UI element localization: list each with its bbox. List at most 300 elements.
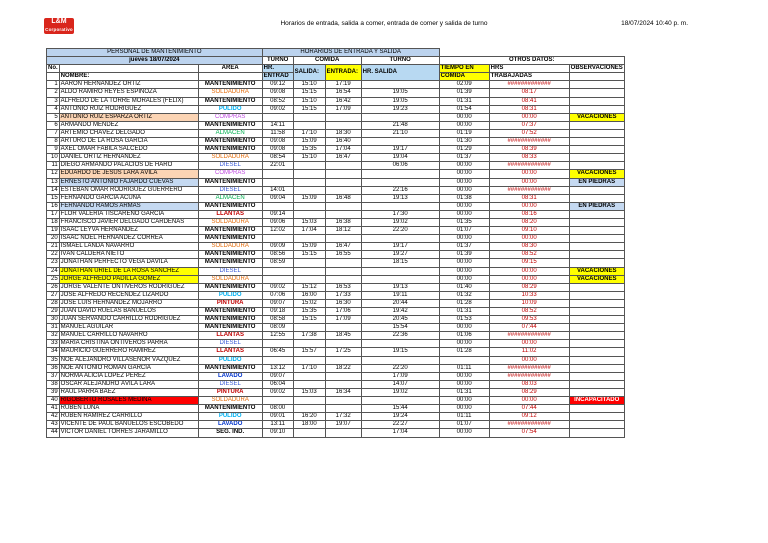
header-col-hr-salida: HR. SALIDA — [361, 65, 439, 81]
cell-horas-trabajadas: ############# — [489, 186, 569, 194]
cell-area: MANTENIMIENTO — [198, 178, 262, 186]
cell-hora-salida — [361, 235, 439, 243]
cell-entrada: 09:12 — [262, 81, 293, 89]
cell-area: LAVADO — [198, 372, 262, 380]
cell-no: 27 — [47, 291, 60, 299]
cell-tiempo-comida: 01:39 — [439, 89, 489, 97]
table-row — [47, 243, 628, 251]
cell-name: FRANCISCO JAVIER DELGADO CARDENAS — [59, 218, 198, 226]
cell-salida-comida — [293, 259, 325, 267]
cell-entrada: 09:08 — [262, 138, 293, 146]
cell-salida-comida — [293, 162, 325, 170]
cell-area: PULIDO — [198, 413, 262, 421]
header-col-hrs-1: HRS — [489, 65, 569, 73]
cell-salida-comida: 15:15 — [293, 105, 325, 113]
cell-no: 4 — [47, 105, 60, 113]
cell-salida-comida: 15:02 — [293, 299, 325, 307]
table-row — [47, 235, 628, 243]
cell-salida-comida: 15:03 — [293, 218, 325, 226]
cell-spacer — [624, 81, 627, 89]
cell-hora-salida: 21:48 — [361, 121, 439, 129]
cell-entrada-comida: 16:55 — [325, 251, 361, 259]
cell-entrada: 08:09 — [262, 324, 293, 332]
cell-horas-trabajadas: 08:39 — [489, 146, 569, 154]
cell-area: COMPRAS — [198, 170, 262, 178]
cell-hora-salida: 18:15 — [361, 259, 439, 267]
cell-entrada-comida — [325, 267, 361, 275]
cell-name: JORGE VALENTE ONTIVEROS RODRÍGUEZ — [59, 283, 198, 291]
table-row — [47, 291, 628, 299]
cell-horas-trabajadas: 08:33 — [489, 154, 569, 162]
cell-area: MANTENIMIENTO — [198, 202, 262, 210]
cell-area: SOLDADURA — [198, 218, 262, 226]
cell-no: 28 — [47, 299, 60, 307]
cell-entrada: 09:04 — [262, 194, 293, 202]
cell-entrada — [262, 340, 293, 348]
cell-name: JORGE ALFREDO PADILLA GÓMEZ — [59, 275, 198, 283]
cell-tiempo-comida: 01:38 — [439, 194, 489, 202]
cell-observaciones — [569, 162, 624, 170]
cell-entrada-comida: 16:54 — [325, 89, 361, 97]
cell-area: COMPRAS — [198, 113, 262, 121]
cell-area: ALMACÉN — [198, 129, 262, 137]
cell-observaciones — [569, 154, 624, 162]
cell-entrada-comida: 16:40 — [325, 138, 361, 146]
cell-entrada-comida: 16:47 — [325, 154, 361, 162]
cell-entrada: 06:45 — [262, 348, 293, 356]
cell-horas-trabajadas: 00:00 — [489, 113, 569, 121]
cell-name: NOÉ ALEJANDRO VILLASEÑOR VÁZQUEZ — [59, 356, 198, 364]
cell-area: MANTENIMIENTO — [198, 251, 262, 259]
header-col-no: No. — [48, 65, 58, 72]
cell-observaciones — [569, 218, 624, 226]
cell-name: IVÁN CALDERA NIETO — [59, 251, 198, 259]
cell-salida-comida — [293, 324, 325, 332]
cell-salida-comida: 18:00 — [293, 421, 325, 429]
cell-horas-trabajadas: 00:00 — [489, 178, 569, 186]
cell-observaciones — [569, 210, 624, 218]
cell-hora-salida: 19:05 — [361, 97, 439, 105]
cell-hora-salida: 14:07 — [361, 380, 439, 388]
schedule-sheet — [46, 48, 628, 438]
cell-tiempo-comida: 01:11 — [439, 413, 489, 421]
cell-spacer — [624, 324, 627, 332]
cell-observaciones — [569, 324, 624, 332]
cell-area: DIÉSEL — [198, 340, 262, 348]
cell-no: 30 — [47, 316, 60, 324]
cell-no: 5 — [47, 113, 60, 121]
cell-tiempo-comida: 01:07 — [439, 421, 489, 429]
cell-name: JOSÉ LUIS HERNÁNDEZ MOJARRO — [59, 299, 198, 307]
cell-tiempo-comida: 01:07 — [439, 227, 489, 235]
cell-horas-trabajadas: ############# — [489, 372, 569, 380]
cell-tiempo-comida: 01:37 — [439, 243, 489, 251]
cell-entrada: 08:59 — [262, 259, 293, 267]
cell-horas-trabajadas: 00:00 — [489, 170, 569, 178]
cell-no: 2 — [47, 89, 60, 97]
cell-entrada: 08:52 — [262, 97, 293, 105]
cell-salida-comida — [293, 235, 325, 243]
cell-horas-trabajadas: 07:44 — [489, 324, 569, 332]
table-row — [47, 81, 628, 89]
cell-no: 31 — [47, 324, 60, 332]
table-row — [47, 397, 628, 405]
header-spacer — [439, 49, 624, 57]
cell-name: FERNANDO RAMOS ARMAS — [59, 202, 198, 210]
cell-spacer — [624, 291, 627, 299]
cell-no: 3 — [47, 97, 60, 105]
cell-salida-comida: 15:09 — [293, 194, 325, 202]
cell-observaciones — [569, 388, 624, 396]
cell-name: AARÓN HERNANDEZ ORTIZ — [59, 81, 198, 89]
cell-spacer — [624, 97, 627, 105]
cell-hora-salida: 22:27 — [361, 421, 439, 429]
cell-area: PINTURA — [198, 388, 262, 396]
cell-hora-salida: 17:04 — [361, 429, 439, 437]
cell-entrada-comida — [325, 162, 361, 170]
cell-entrada: 09:02 — [262, 105, 293, 113]
cell-hora-salida: 15:44 — [361, 405, 439, 413]
cell-observaciones — [569, 413, 624, 421]
cell-hora-salida — [361, 138, 439, 146]
cell-tiempo-comida: 00:00 — [439, 429, 489, 437]
cell-no: 26 — [47, 283, 60, 291]
cell-salida-comida: 15:35 — [293, 146, 325, 154]
table-row — [47, 340, 628, 348]
table-row — [47, 356, 628, 364]
header-turno-2: TURNO — [361, 57, 439, 65]
cell-observaciones — [569, 97, 624, 105]
cell-spacer — [624, 138, 627, 146]
cell-no: 20 — [47, 235, 60, 243]
cell-no: 33 — [47, 340, 60, 348]
cell-entrada — [262, 113, 293, 121]
table-row — [47, 388, 628, 396]
table-row — [47, 146, 628, 154]
cell-entrada: 08:00 — [262, 405, 293, 413]
cell-entrada-comida — [325, 210, 361, 218]
cell-name: EDUARDO DE JESÚS LARA ÁVILA — [59, 170, 198, 178]
cell-entrada-comida — [325, 340, 361, 348]
cell-salida-comida: 15:57 — [293, 348, 325, 356]
cell-horas-trabajadas: 08:20 — [489, 218, 569, 226]
cell-observaciones — [569, 138, 624, 146]
cell-spacer — [624, 275, 627, 283]
cell-no: 9 — [47, 146, 60, 154]
cell-horas-trabajadas: 08:16 — [489, 210, 569, 218]
cell-salida-comida — [293, 113, 325, 121]
cell-entrada-comida: 16:34 — [325, 388, 361, 396]
cell-entrada: 22:01 — [262, 162, 293, 170]
cell-tiempo-comida: 00:00 — [439, 259, 489, 267]
cell-name: ARMANDO MÉNDEZ — [59, 121, 198, 129]
cell-horas-trabajadas: ############# — [489, 332, 569, 340]
cell-horas-trabajadas: ############# — [489, 81, 569, 89]
header-col-hr-entrad-1: HR. — [262, 65, 293, 73]
cell-salida-comida: 15:15 — [293, 316, 325, 324]
cell-no: 6 — [47, 121, 60, 129]
cell-no: 19 — [47, 227, 60, 235]
cell-area: PINTURA — [198, 299, 262, 307]
cell-entrada — [262, 275, 293, 283]
cell-spacer — [624, 235, 627, 243]
cell-observaciones — [569, 89, 624, 97]
cell-spacer — [624, 388, 627, 396]
cell-entrada: 09:10 — [262, 429, 293, 437]
cell-hora-salida — [361, 397, 439, 405]
cell-hora-salida: 19:27 — [361, 251, 439, 259]
cell-name: JONATHAN URIEL DE LA ROSA SÁNCHEZ — [59, 267, 198, 275]
cell-horas-trabajadas: ############# — [489, 162, 569, 170]
table-row — [47, 405, 628, 413]
cell-tiempo-comida: 00:00 — [439, 405, 489, 413]
cell-horas-trabajadas: 10:33 — [489, 291, 569, 299]
cell-no: 38 — [47, 380, 60, 388]
cell-area: LAVADO — [198, 421, 262, 429]
table-row — [47, 202, 628, 210]
cell-salida-comida: 15:12 — [293, 283, 325, 291]
cell-spacer — [624, 356, 627, 364]
cell-salida-comida: 15:10 — [293, 81, 325, 89]
cell-tiempo-comida: 00:00 — [439, 324, 489, 332]
cell-area: SOLDADURA — [198, 275, 262, 283]
cell-horas-trabajadas: 08:29 — [489, 388, 569, 396]
cell-spacer — [624, 364, 627, 372]
cell-no: 44 — [47, 429, 60, 437]
table-row — [47, 324, 628, 332]
cell-no: 12 — [47, 170, 60, 178]
cell-entrada-comida: 17:33 — [325, 291, 361, 299]
cell-entrada: 12:55 — [262, 332, 293, 340]
cell-no: 36 — [47, 364, 60, 372]
cell-name: ISAAC LEYVA HERNÁNDEZ — [59, 227, 198, 235]
cell-salida-comida: 15:15 — [293, 251, 325, 259]
cell-entrada: 08:56 — [262, 251, 293, 259]
cell-salida-comida: 16:00 — [293, 291, 325, 299]
cell-entrada-comida: 16:48 — [325, 194, 361, 202]
cell-name: RUBÉN RAMÍREZ CARRILLO — [59, 413, 198, 421]
cell-tiempo-comida: 01:54 — [439, 105, 489, 113]
cell-entrada-comida — [325, 170, 361, 178]
cell-observaciones — [569, 146, 624, 154]
cell-hora-salida — [361, 81, 439, 89]
cell-horas-trabajadas: 07:54 — [489, 429, 569, 437]
cell-spacer — [624, 267, 627, 275]
cell-hora-salida — [361, 113, 439, 121]
cell-name: JONATHAN PERFECTO VEGA DÁVILA — [59, 259, 198, 267]
table-row — [47, 186, 628, 194]
logo-line-2: Corporativo — [45, 27, 73, 32]
cell-entrada: 14:01 — [262, 186, 293, 194]
cell-name: ESTEBAN OMAR RODRÍGUEZ GUERRERO — [59, 186, 198, 194]
table-row — [47, 364, 628, 372]
cell-tiempo-comida: 01:35 — [439, 218, 489, 226]
cell-no: 25 — [47, 275, 60, 283]
cell-observaciones — [569, 291, 624, 299]
table-row — [47, 251, 628, 259]
cell-hora-salida: 19:13 — [361, 283, 439, 291]
cell-tiempo-comida: 01:30 — [439, 138, 489, 146]
cell-horas-trabajadas: 00:00 — [489, 275, 569, 283]
cell-no: 35 — [47, 356, 60, 364]
table-row — [47, 218, 628, 226]
cell-entrada-comida: 18:30 — [325, 129, 361, 137]
cell-hora-salida: 19:11 — [361, 291, 439, 299]
table-row — [47, 89, 628, 97]
cell-hora-salida: 19:17 — [361, 243, 439, 251]
cell-hora-salida — [361, 178, 439, 186]
cell-no: 40 — [47, 397, 60, 405]
cell-horas-trabajadas: 08:29 — [489, 283, 569, 291]
cell-horas-trabajadas: 07:37 — [489, 121, 569, 129]
cell-observaciones — [569, 129, 624, 137]
cell-observaciones — [569, 405, 624, 413]
cell-entrada-comida — [325, 121, 361, 129]
cell-salida-comida — [293, 178, 325, 186]
cell-entrada: 09:18 — [262, 308, 293, 316]
cell-no: 22 — [47, 251, 60, 259]
cell-tiempo-comida: 00:00 — [439, 121, 489, 129]
cell-no: 21 — [47, 243, 60, 251]
cell-entrada — [262, 170, 293, 178]
cell-salida-comida: 15:09 — [293, 138, 325, 146]
cell-spacer — [624, 348, 627, 356]
cell-no: 29 — [47, 308, 60, 316]
cell-name: FERNANDO GARCÍA ACUÑA — [59, 194, 198, 202]
cell-name: RIGOBERTO ROSALES MEDINA — [59, 397, 198, 405]
cell-entrada-comida — [325, 113, 361, 121]
cell-hora-salida — [361, 267, 439, 275]
table-row — [47, 267, 628, 275]
cell-hora-salida: 19:13 — [361, 194, 439, 202]
cell-tiempo-comida: 01:28 — [439, 299, 489, 307]
cell-observaciones — [569, 340, 624, 348]
cell-entrada-comida — [325, 235, 361, 243]
cell-hora-salida: 17:09 — [361, 372, 439, 380]
cell-observaciones — [569, 186, 624, 194]
cell-area: PULIDO — [198, 356, 262, 364]
cell-horas-trabajadas: 08:31 — [489, 105, 569, 113]
cell-observaciones — [569, 194, 624, 202]
logo-line-1: L&M — [51, 18, 67, 25]
cell-spacer — [624, 421, 627, 429]
cell-name: ISMAEL LANDA NAVARRO — [59, 243, 198, 251]
cell-entrada: 09:07 — [262, 372, 293, 380]
cell-tiempo-comida: 00:00 — [439, 235, 489, 243]
cell-observaciones: VACACIONES — [569, 170, 624, 178]
cell-tiempo-comida: 01:31 — [439, 308, 489, 316]
cell-entrada: 09:14 — [262, 210, 293, 218]
cell-tiempo-comida — [439, 356, 489, 364]
cell-entrada: 09:02 — [262, 388, 293, 396]
header-col-area: AREA — [198, 65, 262, 73]
cell-spacer — [624, 146, 627, 154]
cell-observaciones — [569, 332, 624, 340]
cell-horas-trabajadas: 08:31 — [489, 194, 569, 202]
cell-entrada — [262, 235, 293, 243]
cell-horas-trabajadas: 09:12 — [489, 413, 569, 421]
cell-horas-trabajadas: 08:30 — [489, 243, 569, 251]
cell-entrada: 09:06 — [262, 218, 293, 226]
cell-spacer — [624, 405, 627, 413]
cell-area: LLANTAS — [198, 348, 262, 356]
cell-entrada: 09:07 — [262, 299, 293, 307]
cell-entrada-comida — [325, 202, 361, 210]
cell-horas-trabajadas: 07:52 — [489, 129, 569, 137]
table-row — [47, 194, 628, 202]
cell-observaciones — [569, 259, 624, 267]
cell-tiempo-comida: 00:00 — [439, 340, 489, 348]
cell-entrada: 09:09 — [262, 243, 293, 251]
cell-salida-comida: 17:10 — [293, 364, 325, 372]
cell-area: DIÉSEL — [198, 162, 262, 170]
cell-horas-trabajadas: 09:10 — [489, 227, 569, 235]
cell-spacer — [624, 308, 627, 316]
cell-area: PULIDO — [198, 291, 262, 299]
table-row — [47, 380, 628, 388]
cell-area: MANTENIMIENTO — [198, 97, 262, 105]
cell-entrada: 11:58 — [262, 129, 293, 137]
cell-horas-trabajadas: 08:17 — [489, 89, 569, 97]
cell-hora-salida: 19:05 — [361, 89, 439, 97]
cell-horas-trabajadas: 00:00 — [489, 397, 569, 405]
cell-tiempo-comida: 00:00 — [439, 170, 489, 178]
table-row — [47, 113, 628, 121]
cell-no: 32 — [47, 332, 60, 340]
cell-horas-trabajadas: ############# — [489, 138, 569, 146]
cell-horas-trabajadas: 07:44 — [489, 405, 569, 413]
cell-spacer — [624, 154, 627, 162]
cell-salida-comida — [293, 397, 325, 405]
cell-no: 1 — [47, 81, 60, 89]
cell-tiempo-comida: 01:53 — [439, 316, 489, 324]
cell-observaciones: VACACIONES — [569, 275, 624, 283]
cell-horas-trabajadas: 11:02 — [489, 348, 569, 356]
cell-entrada: 08:58 — [262, 316, 293, 324]
cell-observaciones — [569, 356, 624, 364]
header-otros-datos: OTROS DATOS: — [439, 57, 624, 65]
cell-tiempo-comida: 01:29 — [439, 146, 489, 154]
header-col-obs: OBSERVACIONES — [570, 65, 623, 72]
cell-area: MANTENIMIENTO — [198, 283, 262, 291]
cell-hora-salida: 20:44 — [361, 299, 439, 307]
cell-observaciones — [569, 81, 624, 89]
cell-entrada: 13:12 — [262, 364, 293, 372]
cell-hora-salida: 19:04 — [361, 154, 439, 162]
cell-entrada-comida: 18:22 — [325, 364, 361, 372]
cell-horas-trabajadas: 00:00 — [489, 340, 569, 348]
cell-name: JOSÉ ALFREDO RECENDEZ LIZARDO — [59, 291, 198, 299]
table-row — [47, 138, 628, 146]
cell-no: 16 — [47, 202, 60, 210]
cell-spacer — [624, 105, 627, 113]
cell-hora-salida: 19:42 — [361, 308, 439, 316]
table-row — [47, 170, 628, 178]
cell-salida-comida — [293, 170, 325, 178]
table-row — [47, 227, 628, 235]
cell-observaciones — [569, 316, 624, 324]
cell-area: MANTENIMIENTO — [198, 364, 262, 372]
cell-name: MANUEL CARRILLO NAVARRO — [59, 332, 198, 340]
cell-name: FLOR VALERIA TISCAREÑO GARCÍA — [59, 210, 198, 218]
cell-entrada: 09:02 — [262, 283, 293, 291]
cell-hora-salida: 19:15 — [361, 348, 439, 356]
cell-area: LLANTAS — [198, 210, 262, 218]
cell-area: MANTENIMIENTO — [198, 121, 262, 129]
cell-name: VÍCTOR DANIEL TORRES JARAMILLO — [59, 429, 198, 437]
cell-hora-salida: 19:24 — [361, 413, 439, 421]
cell-entrada-comida: 16:42 — [325, 97, 361, 105]
